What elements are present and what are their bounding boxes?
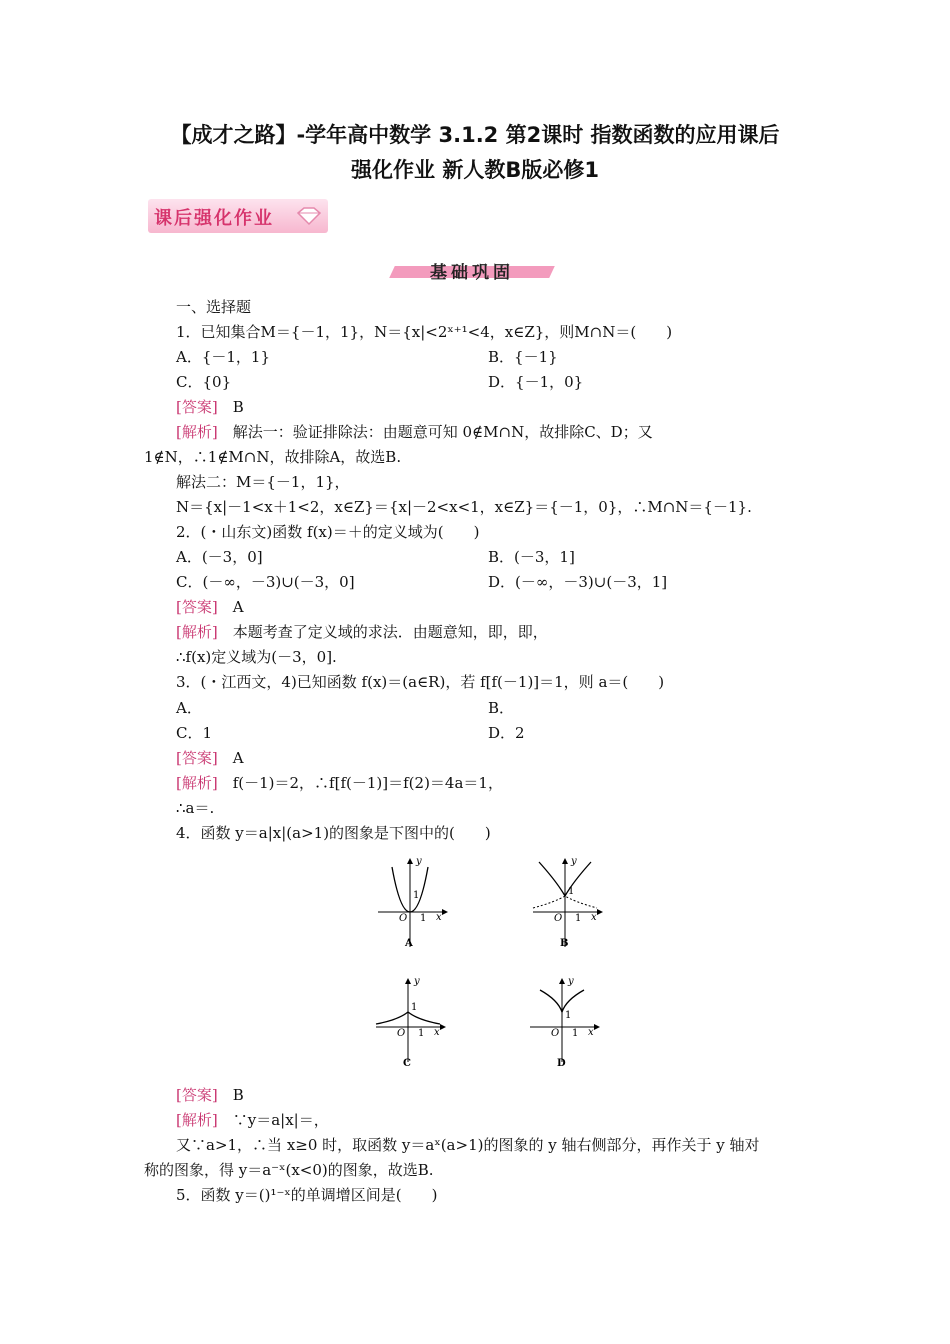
option-c: C．1 (176, 724, 213, 742)
analysis-text: 解法一：验证排除法：由题意可知 0∉M∩N，故排除C、D；又 (217, 423, 653, 441)
answer-text: B (217, 398, 244, 416)
graph-letter: A (405, 938, 413, 949)
graph-axis-x: x (588, 1027, 594, 1038)
answer-line (176, 597, 244, 617)
analysis-text: f(－1)＝2，∴f[f(－1)]＝f(2)＝4a＝1， (217, 774, 503, 792)
answer-line (176, 397, 244, 417)
analysis-text: 本题考查了定义域的求法．由题意知，即，即， (217, 623, 548, 641)
option-d: D．{－1，0} (488, 373, 584, 391)
option-c: C．{0} (176, 373, 232, 391)
option-d: D．(－∞，－3)∪(－3，1] (488, 573, 668, 591)
analysis-tag: [解析] (176, 1111, 218, 1129)
graph-letter: D (557, 1058, 566, 1069)
graph-c (368, 972, 458, 1072)
option-d: D．2 (488, 724, 525, 742)
option-b: B．(－3，1] (488, 548, 575, 566)
answer-tag: [答案] (176, 398, 218, 416)
analysis-text: ∵y＝a|x|＝， (217, 1111, 329, 1129)
graph-letter: B (560, 938, 569, 949)
answer-tag: [答案] (176, 598, 218, 616)
section-header (392, 258, 552, 284)
question-5: 5．函数 y＝()¹⁻ˣ的单调增区间是( ) (176, 1186, 438, 1204)
graph-one-y: 1 (411, 1002, 418, 1013)
answer-tag: [答案] (176, 749, 218, 767)
graph-letter: C (403, 1058, 411, 1069)
doc-title-line2: 强化作业 新人教B版必修1 (351, 158, 599, 182)
graph-one-y: 1 (565, 1010, 572, 1021)
analysis-line (176, 422, 653, 442)
option-a: A．{－1，1} (176, 348, 271, 366)
option-b: B．{－1} (488, 348, 558, 366)
answer-line (176, 1085, 244, 1105)
answer-line (176, 748, 244, 768)
graph-origin: O (397, 1028, 406, 1039)
option-b: B． (488, 699, 515, 717)
text-line: ∴a＝. (176, 799, 215, 817)
analysis-line (176, 1110, 329, 1130)
graph-axis-x: x (591, 912, 597, 923)
graph-axis-y: y (571, 856, 577, 867)
option-a: A． (176, 699, 202, 717)
graph-one-x: 1 (420, 913, 427, 924)
graph-axis-y: y (414, 976, 420, 987)
graph-axis-y: y (416, 856, 422, 867)
graph-d (522, 972, 612, 1072)
question-1: 1．已知集合M＝{－1，1}，N＝{x|<2ˣ⁺¹<4，x∈Z}，则M∩N＝( ) (176, 323, 673, 341)
graph-axis-x: x (436, 912, 442, 923)
text-line: N＝{x|－1<x＋1<2，x∈Z}＝{x|－2<x<1，x∈Z}＝{－1，0}，∴M∩N＝{－1}. (176, 498, 752, 516)
graph-origin: O (554, 913, 563, 924)
diamond-icon (294, 204, 324, 232)
graph-origin: O (399, 913, 408, 924)
graph-origin: O (551, 1028, 560, 1039)
text-line: 一、选择题 (176, 298, 252, 316)
graph-one-y: 1 (568, 886, 575, 897)
option-a: A．(－3，0] (176, 548, 263, 566)
text-line: ∴f(x)定义域为(－3，0]. (176, 648, 337, 666)
analysis-line (176, 773, 503, 793)
doc-title-line1: 【成才之路】-学年高中数学 3.1.2 第2课时 指数函数的应用课后 (170, 123, 780, 147)
question-2: 2．(・山东文)函数 f(x)＝＋的定义域为( ) (176, 523, 480, 541)
graph-a (370, 852, 460, 952)
graph-axis-y: y (568, 976, 574, 987)
section-header-label: 基础巩固 (430, 263, 514, 283)
answer-text: B (217, 1086, 244, 1104)
question-4: 4．函数 y＝a|x|(a>1)的图象是下图中的( ) (176, 824, 491, 842)
text-line: 1∉N，∴1∉M∩N，故排除A，故选B. (144, 448, 402, 466)
analysis-tag: [解析] (176, 774, 218, 792)
answer-text: A (217, 749, 244, 767)
text-line: 解法二：M＝{－1，1}， (176, 473, 350, 491)
after-class-banner (148, 199, 328, 233)
question-3: 3．(・江西文，4)已知函数 f(x)＝(a∈R)，若 f[f(－1)]＝1，则 a＝( ) (176, 673, 665, 691)
analysis-tag: [解析] (176, 423, 218, 441)
graph-axis-x: x (434, 1027, 440, 1038)
option-c: C．(－∞，－3)∪(－3，0] (176, 573, 355, 591)
banner-label: 课后强化作业 (154, 208, 274, 229)
text-line: 又∵a>1，∴当 x≥0 时，取函数 y＝aˣ(a>1)的图象的 y 轴右侧部分，再作关于 y 轴对 (176, 1136, 760, 1154)
analysis-line (176, 622, 548, 642)
answer-tag: [答案] (176, 1086, 218, 1104)
graph-one-x: 1 (572, 1028, 579, 1039)
answer-text: A (217, 598, 244, 616)
graph-one-x: 1 (418, 1028, 425, 1039)
analysis-tag: [解析] (176, 623, 218, 641)
graph-b (525, 852, 615, 952)
graph-one-x: 1 (575, 913, 582, 924)
text-line: 称的图象，得 y＝a⁻ˣ(x<0)的图象，故选B. (144, 1161, 434, 1179)
graph-one-y: 1 (413, 890, 420, 901)
